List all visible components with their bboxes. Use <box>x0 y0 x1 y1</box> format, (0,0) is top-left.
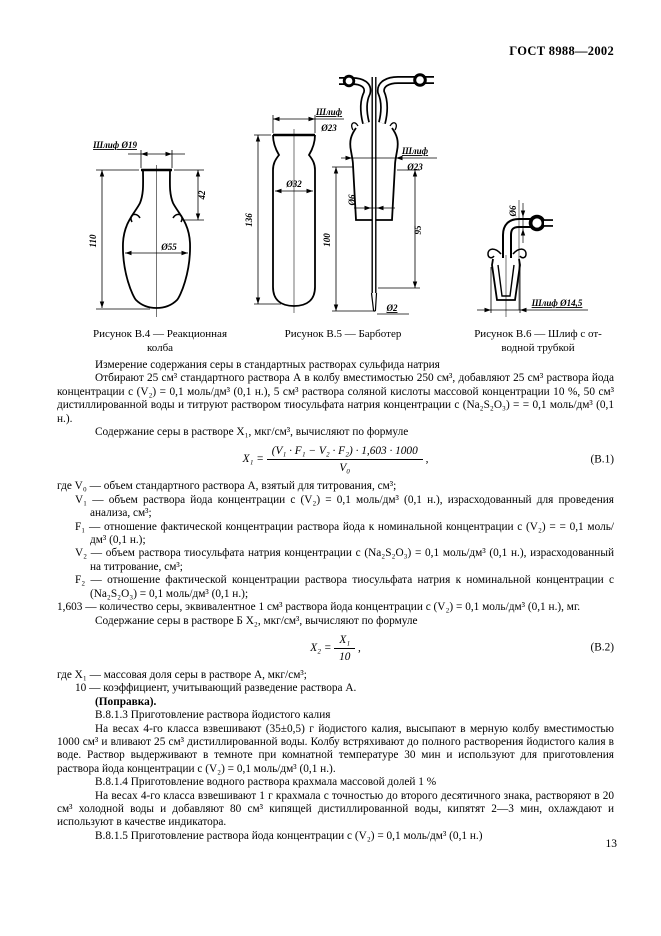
dim-label-42: 42 <box>197 190 207 200</box>
dim-label-55: Ø55 <box>161 242 177 252</box>
formula1-trailing: , <box>425 453 429 466</box>
definitions-list-1 <box>57 480 614 614</box>
formula1-numerator: (V₁ · F₁ − V₂ · F₂) · 1,603 · 1000 <box>267 444 423 460</box>
figures-row <box>0 0 661 358</box>
dim-label-joint2-word: Шлиф <box>401 146 429 156</box>
definitions-list-2 <box>57 669 614 696</box>
figure-b5-caption: Рисунок В.5 — Барботер <box>284 328 402 340</box>
definition-item: 10 — коэффициент, учитывающий разведение раствора А. <box>75 682 357 695</box>
section-body-b813: На весах 4-го класса взвешивают (35±0,5) г йодистого калия, высыпают в мерную колбу вместимостью 1000 см³ и вливают 25 см³ дистиллированной воды. Колбу встряхивают до полного растворения йодистого калия в воде. Раствор выдерживают в темноте при комнатной температуре 30 мин и используют для приготовления раствора йода концентрации с (V₂) = 0,1 моль/дм³ (0,1 н.). <box>57 722 614 775</box>
dim-label-32: Ø32 <box>286 179 302 189</box>
definition-item: V₁ — объем раствора йода концентрации с (V₂) = 0,1 моль/дм³ (0,1 н.), израсходованный для проведения анализа, см³; <box>75 493 614 520</box>
formula-b1 <box>57 444 614 475</box>
page-number: 13 <box>605 838 617 850</box>
dim-label-95: 95 <box>413 225 423 235</box>
definition-item: V₂ — объем раствора тиосульфата натрия концентрации с (Na₂S₂O₃) = 0,1 моль/дм³ (0,1 н.), израсходованный на титрование, см³; <box>75 547 614 573</box>
figure-b6-caption: Рисунок В.6 — Шлиф с от- водной трубкой <box>474 328 602 354</box>
formula1-label: (В.1) <box>590 453 614 466</box>
formula2-denominator: 10 <box>339 650 351 663</box>
flask-lug-left <box>131 214 140 222</box>
definition-item: F₂ — отношение фактической концентрации раствора тиосульфата натрия к номинальной концентрации с (Na₂S₂O₃) = 0,1 моль/дм³ (0,1 н.); <box>75 574 614 600</box>
dim-label-2: Ø2 <box>386 303 398 313</box>
definition-item: 1,603 — количество серы, эквивалентное 1 см³ раствора йода концентрации с (V₂) = 0,1 моль/дм³ (0,1 н.), мг. <box>57 601 581 614</box>
formula2-lhs: X₂ = <box>310 642 332 654</box>
section-heading-b813: В.8.1.3 Приготовление раствора йодистого калия <box>95 709 331 722</box>
dim-label-100: 100 <box>322 233 332 247</box>
section-heading-b814: В.8.1.4 Приготовление водного раствора крахмала массовой долей 1 % <box>95 776 437 789</box>
figure-b6-joint-drawing <box>460 155 615 330</box>
dim-label-136: 136 <box>244 213 254 227</box>
body-text <box>57 359 614 843</box>
formula2-label: (В.2) <box>590 641 614 654</box>
formula2-trailing: , <box>357 642 361 654</box>
formula1-intro: Содержание серы в растворе X₁, мкг/см³, вычисляют по формуле <box>95 426 409 439</box>
dim-label-joint-word: Шлиф <box>315 107 343 117</box>
formula2-intro: Содержание серы в растворе Б X₂, мкг/см³, вычисляют по формуле <box>95 614 418 627</box>
dim-label-joint-value: Ø23 <box>321 123 337 133</box>
document-number: ГОСТ 8988—2002 <box>509 44 614 58</box>
formula2-numerator: X₁ <box>334 633 355 649</box>
dim-label-joint2-value: Ø23 <box>407 162 423 172</box>
figure-b5-bubbler-drawing <box>243 73 443 323</box>
dim-label-joint-14-5: Шлиф Ø14,5 <box>531 298 583 308</box>
dim-label-joint-19: Шлиф Ø19 <box>93 140 137 150</box>
procedure-paragraph: Отбирают 25 см³ стандартного раствора А в колбу вместимостью 250 см³, добавляют 25 см³ раствора йода концентрации с (V₂) = 0,1 моль/дм³ (0,1 н.), 5 см³ раствора соляной кислоты массовой концентрации 10 %, 50 см³ дистиллированной воды и титруют раствором тиосульфата натрия концентрации с (Na₂S₂O₃) = = 0,1 моль/дм³ (0,1 н.). <box>57 372 614 425</box>
formula-b2 <box>57 633 614 664</box>
measurement-heading: Измерение содержания серы в стандартных растворах сульфида натрия <box>95 359 440 371</box>
definition-item: где V₀ — объем стандартного раствора А, взятый для титрования, см³; <box>57 480 397 493</box>
dim-label-6: Ø6 <box>347 194 357 206</box>
dim-label-110: 110 <box>88 234 98 248</box>
section-body-b814: На весах 4-го класса взвешивают 1 г крахмала с точностью до второго десятичного знака, растворяют в 20 см³ холодной воды и добавляют 80 см³ кипящей дистиллированной воды, кипятят 2—3 мин, охлаждают и используют в качестве индикатора. <box>57 789 614 829</box>
amendment-note: (Поправка). <box>95 695 157 708</box>
section-heading-b815: В.8.1.5 Приготовление раствора йода концентрации с (V₂) = 0,1 моль/дм³ (0,1 н.) <box>95 829 483 842</box>
formula1-denominator: V₀ <box>339 462 351 475</box>
figure-b4-caption: Рисунок В.4 — Реакционная колба <box>92 328 227 354</box>
definition-item: F₁ — отношение фактической концентрации раствора йода к номинальной концентрации с (V₂) = = 0,1 моль/дм³ (0,1 н.); <box>75 520 614 547</box>
formula1-lhs: X₁ = <box>242 453 264 466</box>
flask-lug-right <box>173 214 182 222</box>
dim-label-6: Ø6 <box>508 205 518 217</box>
definition-item: где X₁ — массовая доля серы в растворе А, мкг/см³; <box>57 668 307 681</box>
figure-b4-reaction-flask-drawing <box>70 125 245 335</box>
